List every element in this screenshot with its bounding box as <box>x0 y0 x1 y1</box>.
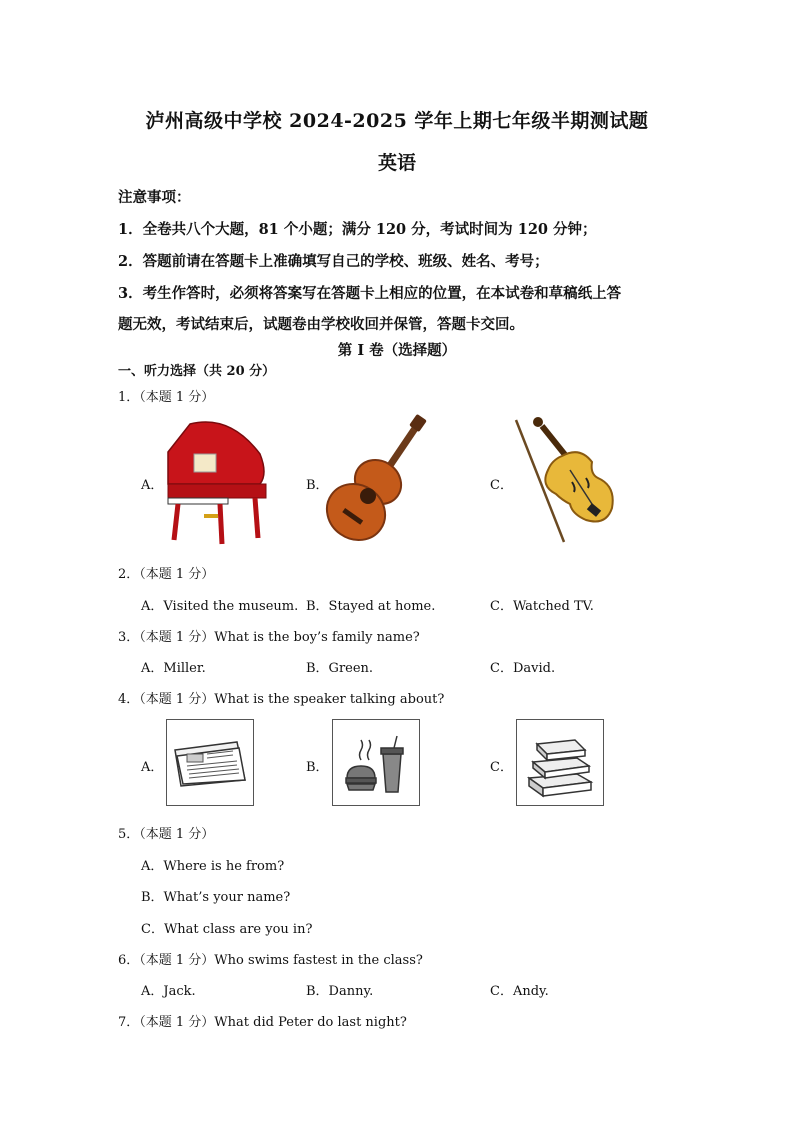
fast-food-icon <box>332 719 420 806</box>
q1-option-b: B． <box>306 478 329 493</box>
question-4-label: 4．（本题 1 分）What is the speaker talking about? <box>118 692 445 707</box>
subject-title: 英语 <box>377 152 416 174</box>
q4-option-b: B． <box>306 760 329 775</box>
q1-option-c: C． <box>490 478 513 493</box>
q3-option-a: A．Miller. <box>141 661 206 676</box>
q5-option-a: A．Where is he from? <box>141 859 285 874</box>
part-title: 第 I 卷（选择题） <box>337 342 457 359</box>
exam-title: 泸州高级中学校 2024-2025 学年上期七年级半期测试题 <box>145 110 649 132</box>
question-2-label: 2．（本题 1 分） <box>118 567 215 582</box>
question-1-label: 1．（本题 1 分） <box>118 390 215 405</box>
q5-option-c: C．What class are you in? <box>141 922 313 937</box>
q6-option-a: A．Jack. <box>141 984 196 999</box>
violin-icon <box>512 416 620 546</box>
notice-item-4: 题无效，考试结束后，试题卷由学校收回并保管，答题卡交回。 <box>118 316 524 333</box>
q4-option-c: C． <box>490 760 513 775</box>
q6-option-b: B．Danny. <box>306 984 374 999</box>
notice-heading: 注意事项： <box>118 189 191 206</box>
section-title: 一、听力选择（共 20 分） <box>118 364 276 379</box>
notice-item-1: 1．全卷共八个大题，81 个小题；满分 120 分，考试时间为 120 分钟； <box>118 221 597 238</box>
books-icon <box>516 719 604 806</box>
question-3-label: 3．（本题 1 分）What is the boy’s family name? <box>118 630 420 645</box>
q2-option-a: A．Visited the museum. <box>141 599 299 614</box>
q2-option-c: C．Watched TV. <box>490 599 594 614</box>
notice-item-2: 2．答题前请在答题卡上准确填写自己的学校、班级、姓名、考号； <box>118 253 549 270</box>
q3-option-b: B．Green. <box>306 661 374 676</box>
notice-item-3: 3．考生作答时，必须将答案写在答题卡上相应的位置，在本试卷和草稿纸上答 <box>118 285 622 302</box>
question-6-label: 6．（本题 1 分）Who swims fastest in the class? <box>118 953 423 968</box>
piano-icon <box>160 414 270 548</box>
q3-option-c: C．David. <box>490 661 556 676</box>
question-5-label: 5．（本题 1 分） <box>118 827 215 842</box>
newspaper-icon <box>166 719 254 806</box>
q6-option-c: C．Andy. <box>490 984 549 999</box>
q5-option-b: B．What’s your name? <box>141 890 291 905</box>
q1-option-a: A． <box>141 478 164 493</box>
question-7-label: 7．（本题 1 分）What did Peter do last night? <box>118 1015 407 1030</box>
q2-option-b: B．Stayed at home. <box>306 599 436 614</box>
q4-option-a: A． <box>141 760 164 775</box>
guitar-icon <box>324 414 428 546</box>
